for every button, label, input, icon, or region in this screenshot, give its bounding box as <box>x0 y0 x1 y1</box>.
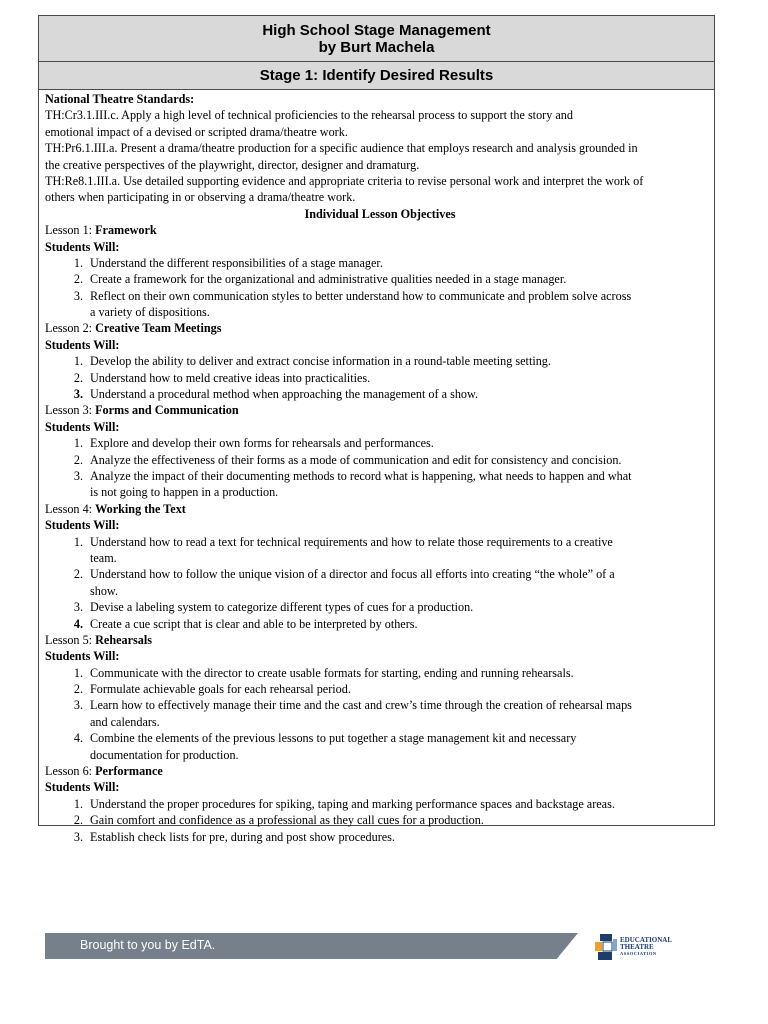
objective-text: Understand a procedural method when approaching the management of a show. <box>90 387 479 402</box>
objective-text: Reflect on their own communication styles to better understand how to communicate and problem solve across <box>90 288 632 303</box>
title-cell <box>39 16 714 62</box>
objective-number: 3. <box>73 600 83 615</box>
logo-wordmark <box>620 937 702 956</box>
objective-number: 1. <box>73 665 83 680</box>
lesson-prefix: Lesson 2: <box>45 321 96 336</box>
objective-item <box>45 665 735 681</box>
objective-item <box>45 697 735 713</box>
objective-item <box>45 468 735 484</box>
lesson-name: Performance <box>95 764 163 779</box>
objective-item <box>45 288 735 304</box>
lesson-prefix: Lesson 6: <box>45 764 96 779</box>
objective-number: 3. <box>73 468 83 483</box>
objective-text: Learn how to effectively manage their time and the cast and crew’s time through the creation of rehearsal maps <box>90 698 632 713</box>
lesson-name: Framework <box>95 223 157 238</box>
students-will-label: Students Will: <box>45 780 120 795</box>
stage-heading: Stage 1: Identify Desired Results <box>39 62 714 90</box>
lesson-heading <box>45 402 735 418</box>
objective-number: 2. <box>73 813 83 828</box>
lesson-name: Working the Text <box>95 501 186 516</box>
objective-item <box>45 534 735 550</box>
lesson-prefix: Lesson 4: <box>45 501 96 516</box>
objective-item <box>45 681 735 697</box>
objective-text: Analyze the impact of their documenting methods to record what is happening, what needs to happen and what <box>90 468 632 483</box>
standards-heading: National Theatre Standards: <box>45 92 195 106</box>
lesson-heading <box>45 320 735 336</box>
objective-text: Develop the ability to deliver and extract concise information in a round-table meeting setting. <box>90 354 551 369</box>
objective-text: Understand how to meld creative ideas into practicalities. <box>90 370 371 385</box>
objective-item <box>45 796 735 812</box>
objective-item <box>45 730 735 746</box>
objective-text-continuation: and calendars. <box>90 714 160 729</box>
objective-number: 3. <box>73 829 83 844</box>
standards-line: TH:Re8.1.III.a. Use detailed supporting evidence and appropriate criteria to revise personal work and interpret the work of <box>45 173 644 188</box>
objective-number: 1. <box>73 436 83 451</box>
logo-line: THEATRE <box>620 943 654 951</box>
objective-number: 2. <box>73 272 83 287</box>
objective-text: Create a cue script that is clear and able to be interpreted by others. <box>90 616 418 631</box>
standards-line: TH:Pr6.1.III.a. Present a drama/theatre production for a specific audience that employs research and analysis grounded in <box>45 141 638 156</box>
objective-item <box>45 435 735 451</box>
objective-text: Gain comfort and confidence as a professional as they call cues for a production. <box>90 813 484 828</box>
lesson-heading <box>45 222 735 238</box>
objective-item <box>45 271 735 287</box>
objective-number: 2. <box>73 452 83 467</box>
objective-item <box>45 386 735 402</box>
objective-text: Understand the proper procedures for spiking, taping and marking performance spaces and backstage areas. <box>90 796 615 811</box>
standards-line: emotional impact of a devised or scripted drama/theatre work. <box>45 124 348 139</box>
objective-text: Understand the different responsibilities of a stage manager. <box>90 255 383 270</box>
objective-item <box>45 452 735 468</box>
objective-number: 3. <box>73 698 83 713</box>
objective-number: 1. <box>73 255 83 270</box>
objective-item <box>45 812 735 828</box>
page-title: High School Stage Management <box>262 22 491 39</box>
objective-number: 1. <box>73 796 83 811</box>
objective-item <box>45 616 735 632</box>
objective-item <box>45 566 735 582</box>
students-will-label: Students Will: <box>45 239 120 254</box>
author-line: by Burt Machela <box>318 39 435 56</box>
objective-text: Formulate achievable goals for each rehearsal period. <box>90 682 351 697</box>
lesson-prefix: Lesson 1: <box>45 223 96 238</box>
objective-text: Establish check lists for pre, during and post show procedures. <box>90 829 395 844</box>
objective-text: Devise a labeling system to categorize different types of cues for a production. <box>90 600 474 615</box>
objective-item <box>45 829 735 845</box>
lesson-name: Creative Team Meetings <box>95 321 222 336</box>
lesson-heading <box>45 763 735 779</box>
lesson-prefix: Lesson 5: <box>45 632 96 647</box>
students-will-label: Students Will: <box>45 419 120 434</box>
lesson-heading <box>45 632 735 648</box>
objective-text: Combine the elements of the previous lessons to put together a stage management kit and necessary <box>90 731 577 746</box>
objective-number: 1. <box>73 534 83 549</box>
objective-text-continuation: documentation for production. <box>90 747 239 762</box>
objective-text: Understand how to read a text for technical requirements and how to relate those requirements to a creative <box>90 534 613 549</box>
objective-item <box>45 599 735 615</box>
objective-text-continuation: show. <box>90 583 118 598</box>
objective-number: 1. <box>73 354 83 369</box>
logo-line: EDUCATIONAL <box>620 936 672 944</box>
objective-number: 4. <box>73 616 83 631</box>
edta-logo <box>594 933 704 963</box>
lesson-heading <box>45 501 735 517</box>
edta-logo-icon <box>594 933 618 961</box>
objective-text: Explore and develop their own forms for rehearsals and performances. <box>90 436 434 451</box>
objective-text: Communicate with the director to create usable formats for starting, ending and running rehearsals. <box>90 665 574 680</box>
objective-item <box>45 370 735 386</box>
objective-number: 3. <box>73 387 83 402</box>
standards-line: others when participating in or observing a drama/theatre work. <box>45 190 356 205</box>
objective-text: Analyze the effectiveness of their forms as a mode of communication and edit for consistency and concision. <box>90 452 622 467</box>
objectives-heading: Individual Lesson Objectives <box>304 206 456 221</box>
students-will-label: Students Will: <box>45 337 120 352</box>
lesson-prefix: Lesson 3: <box>45 403 96 418</box>
objective-text-continuation: is not going to happen in a production. <box>90 485 279 500</box>
objective-text-continuation: a variety of dispositions. <box>90 305 210 320</box>
objective-text: Understand how to follow the unique vision of a director and focus all efforts into creating “the whole” of a <box>90 567 615 582</box>
objective-item <box>45 353 735 369</box>
standards-line: TH:Cr3.1.III.c. Apply a high level of technical proficiencies to the rehearsal process to support the story and <box>45 108 573 123</box>
objective-number: 2. <box>73 567 83 582</box>
objective-item <box>45 255 735 271</box>
objective-text: Create a framework for the organizational and administrative qualities needed in a stage manager. <box>90 272 567 287</box>
standards-line: the creative perspectives of the playwright, director, designer and dramaturg. <box>45 157 420 172</box>
footer-tagline: Brought to you by EdTA. <box>80 938 216 952</box>
objective-number: 3. <box>73 288 83 303</box>
lesson-name: Rehearsals <box>95 632 152 647</box>
students-will-label: Students Will: <box>45 649 120 664</box>
objective-number: 4. <box>73 731 83 746</box>
logo-line: ASSOCIATION <box>620 951 657 956</box>
lessons-list <box>45 222 735 845</box>
lesson-name: Forms and Communication <box>95 403 239 418</box>
objective-number: 2. <box>73 370 83 385</box>
objective-number: 2. <box>73 682 83 697</box>
content-body <box>45 91 735 845</box>
objective-text-continuation: team. <box>90 550 117 565</box>
students-will-label: Students Will: <box>45 518 120 533</box>
